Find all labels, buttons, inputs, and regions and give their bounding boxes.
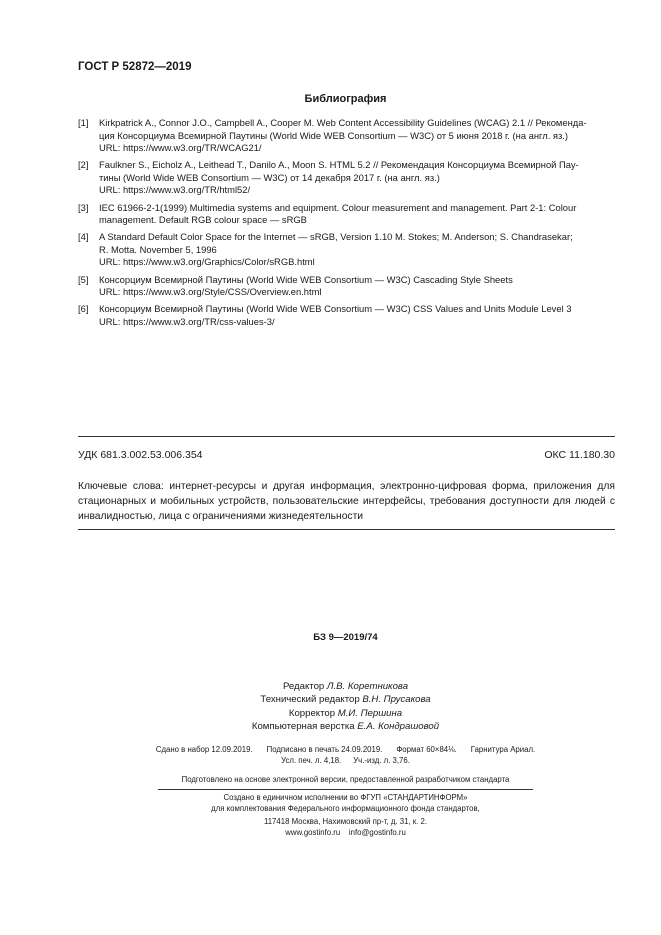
oks-code: ОКС 11.180.30 bbox=[544, 449, 615, 461]
entry-number: [6] bbox=[78, 303, 89, 315]
entry-text: R. Motta. November 5, 1996 bbox=[99, 243, 217, 255]
entry-number: [1] bbox=[78, 117, 89, 128]
created-line-2: для комплектования Федерального информационного фонда стандартов, bbox=[211, 804, 480, 813]
bibliography-list bbox=[78, 117, 615, 333]
divider-top bbox=[78, 436, 615, 437]
credit-line: Корректор М.И. Першина bbox=[288, 707, 403, 719]
entry-number: [5] bbox=[78, 273, 89, 285]
address: 117418 Москва, Нахимовский пр-т, д. 31, к. 2. bbox=[263, 817, 428, 826]
bibliography-entry bbox=[78, 159, 615, 197]
prepared-note: Подготовлено на основе электронной версии, предоставленной разработчиком стандарта bbox=[181, 775, 510, 784]
entry-url: URL: https://www.w3.org/TR/html52/ bbox=[99, 184, 251, 196]
bibliography-entry bbox=[78, 202, 615, 227]
bibliography-entry bbox=[78, 303, 615, 328]
entry-text: management. Default RGB colour space — sRGB bbox=[99, 214, 307, 226]
entry-number: [4] bbox=[78, 231, 89, 243]
entry-text: IEC 61966-2-1(1999) Multimedia systems and equipment. Colour measurement and management. Part 2-1: Colour bbox=[99, 201, 577, 213]
divider-imprint bbox=[158, 789, 533, 790]
bibliography-title: Библиография bbox=[304, 93, 387, 105]
imprint-dates: Сдано в набор 12.09.2019. Подписано в печать 24.09.2019. Формат 60×84⅛. Гарнитура Ариал. bbox=[155, 745, 536, 754]
email-link[interactable]: info@gostinfo.ru bbox=[348, 828, 406, 837]
udc-code: УДК 681.3.002.53.006.354 bbox=[78, 449, 203, 461]
entry-text: Консорциум Всемирной Паутины (World Wide WEB Consortium — W3C) CSS Values and Units Module Level 3 bbox=[99, 303, 572, 315]
credits bbox=[0, 680, 661, 734]
contacts bbox=[0, 827, 661, 839]
entry-url: URL: https://www.w3.org/Graphics/Color/sRGB.html bbox=[99, 256, 315, 268]
entry-text: тины (World Wide WEB Consortium — W3C) от 14 декабря 2017 г. (на англ. яз.) bbox=[99, 171, 440, 183]
bz-number: БЗ 9—2019/74 bbox=[313, 632, 378, 643]
website-link[interactable]: www.gostinfo.ru bbox=[285, 828, 341, 837]
keywords: Ключевые слова: интернет-ресурсы и другая информация, электронно-цифровая форма, приложения для стационарных и мобильных устройств, пользовательские интерфейсы, требования доступности для людей с инвалидностью, лица с ограничениями жизнедеятельности bbox=[78, 481, 615, 522]
bibliography-entry bbox=[78, 231, 615, 269]
entry-url: URL: https://www.w3.org/TR/WCAG21/ bbox=[99, 142, 262, 153]
imprint-sheets: Усл. печ. л. 4,18. Уч.-изд. л. 3,76. bbox=[281, 756, 410, 765]
bibliography-entry bbox=[78, 274, 615, 299]
credit-line: Компьютерная верстка Е.А. Кондрашовой bbox=[251, 721, 440, 733]
credit-line: Редактор Л.В. Коретникова bbox=[282, 681, 409, 692]
entry-text: Консорциум Всемирной Паутины (World Wide WEB Consortium — W3C) Cascading Style Sheets bbox=[99, 273, 513, 285]
entry-text: ция Консорциума Всемирной Паутины (World Wide WEB Consortium — W3C) от 5 июня 2018 г. (на англ. яз.) bbox=[99, 129, 569, 141]
created-line-1: Создано в единичном исполнении во ФГУП «СТАНДАРТИНФОРМ» bbox=[223, 793, 468, 802]
entry-url: URL: https://www.w3.org/TR/css-values-3/ bbox=[99, 315, 275, 327]
entry-text: Kirkpatrick A., Connor J.O., Campbell A., Cooper M. Web Content Accessibility Guidelines (WCAG) 2.1 // Рекоменда- bbox=[99, 117, 587, 128]
divider-keywords bbox=[78, 529, 615, 530]
standard-code: ГОСТ Р 52872—2019 bbox=[78, 61, 192, 73]
entry-text: Faulkner S., Eicholz A., Leithead T., Danilo A., Moon S. HTML 5.2 // Рекомендация Консорциума Всемирной Пау- bbox=[99, 159, 579, 171]
entry-text: A Standard Default Color Space for the Internet — sRGB, Version 1.10 M. Stokes; M. Anderson; S. Chandrasekar; bbox=[99, 231, 573, 243]
bibliography-entry bbox=[78, 117, 615, 155]
entry-number: [3] bbox=[78, 201, 89, 213]
credit-line: Технический редактор В.Н. Прусакова bbox=[260, 694, 431, 706]
entry-url: URL: https://www.w3.org/Style/CSS/Overview.en.html bbox=[99, 286, 322, 298]
entry-number: [2] bbox=[78, 159, 89, 171]
